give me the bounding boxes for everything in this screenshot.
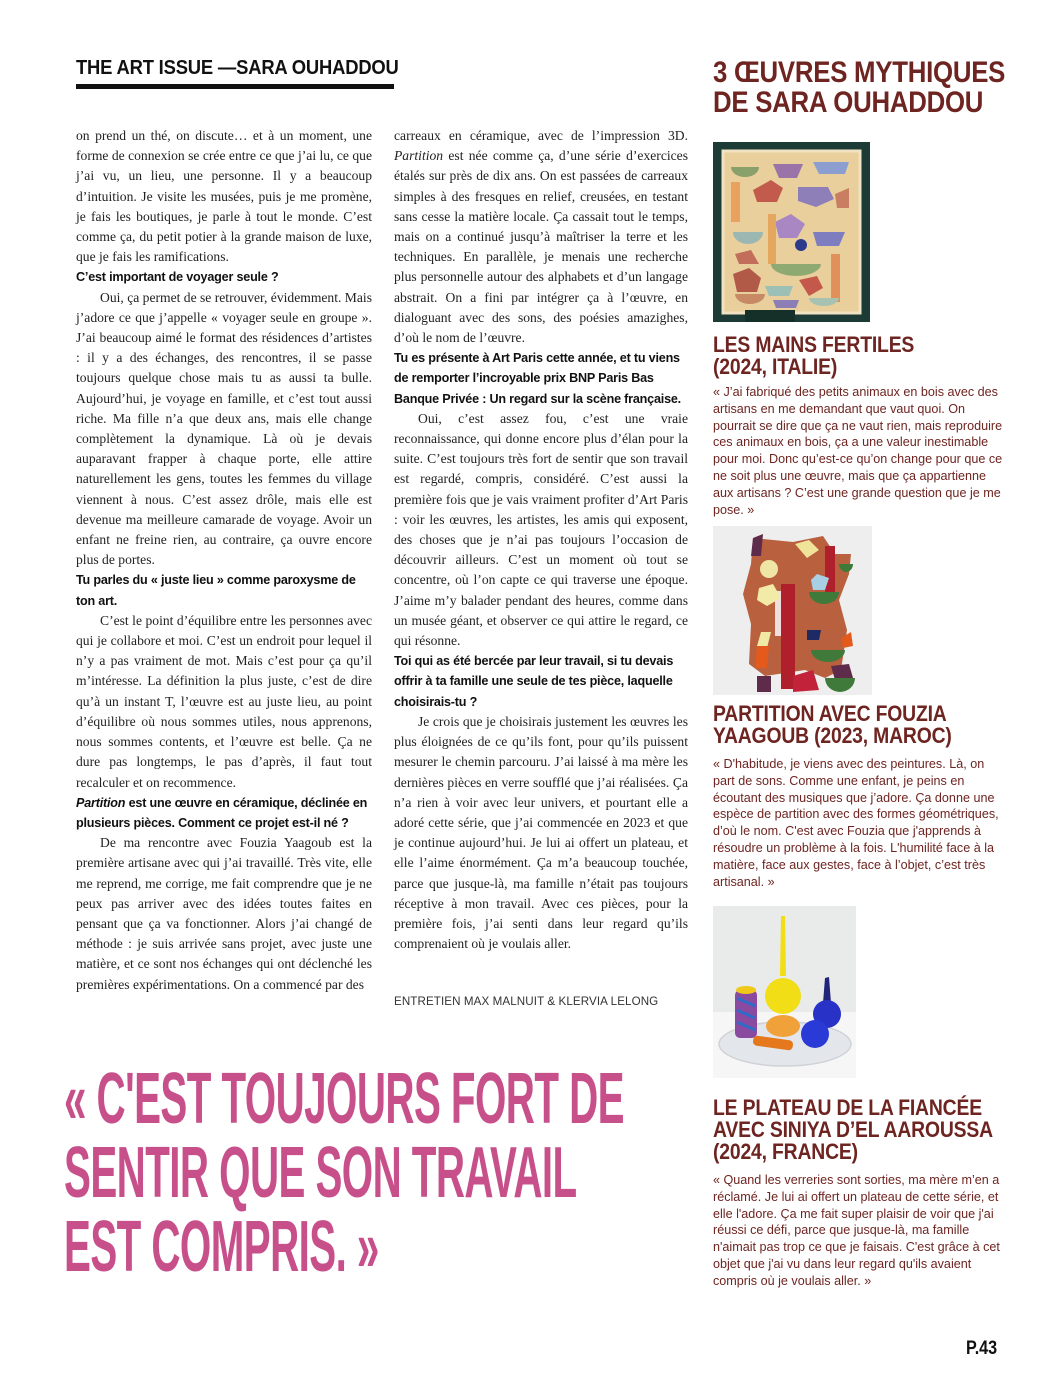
- work-title-line: YAAGOUB (2023, MAROC): [713, 723, 952, 748]
- sidebar-title-line: 3 ŒUVRES MYTHIQUES: [713, 56, 1006, 89]
- artwork-image-le-plateau-de-la-fiancee: [713, 906, 856, 1078]
- question-text: est une œuvre en céramique, déclinée en plusieurs pièces. Comment ce projet est-il né ?: [76, 795, 368, 830]
- header-title: THE ART ISSUE —SARA OUHADDOU: [76, 57, 399, 79]
- running-header: [76, 56, 399, 89]
- paragraph: on prend un thé, on discute… et à un moment, une forme de connexion se crée entre ce que j’ai lu, ce que j’ai vu, un lieu, une personne. Il y a beaucoup d’intuition. Je visite les musées, puis je me promène, je fais les boutiques, je parle à tout le monde. C’est comme ça, du petit potier à la grande maison de luxe, que je fais les ramifications.: [76, 128, 372, 265]
- interview-question: [76, 793, 372, 833]
- interview-question: Tu parles du « juste lieu » comme paroxysme de ton art.: [76, 573, 356, 608]
- work-title-line: PARTITION AVEC FOUZIA: [713, 701, 947, 726]
- question-italic-lead: Partition: [76, 795, 126, 810]
- interview-question: C’est important de voyager seule ?: [76, 270, 279, 285]
- paragraph: [394, 126, 688, 348]
- italic-title: Partition: [394, 148, 444, 164]
- artwork-illustration: [713, 526, 872, 695]
- paragraph: De ma rencontre avec Fouzia Yaagoub est la première artisane avec qui j’ai travaillé. Très vite, elle me reprend, me corrige, me fait comprendre que je ne peux pas arriver avec des idées toutes faites en pensant que ça va fonctionner. Alors j’ai changé de méthode : je suis arrivée sans projet, avec juste une matière, et ce sont nos échanges qui ont déclenché les premières expérimentations. On a commencé par des: [76, 835, 372, 992]
- paragraph: C’est le point d’équilibre entre les personnes avec qui je collabore et moi. C’est un endroit pour lequel il n’y a pas vraiment de mot. Mais c’est pour ça qu’il m’intéresse. La définition la plus juste, c’est de dire qu’à un instant T, l’œuvre est au juste lieu, au point d’équilibre où nous sommes utiles, nous apprenons, nous sommes contents, et l’œuvre est belle. Ça ne dure pas longtemps, le pas d’après, il faut tout recalculer et on recommence.: [76, 612, 372, 790]
- pull-quote-line: « C'EST TOUJOURS FORT DE: [64, 1059, 624, 1139]
- text-span: carreaux en céramique, avec de l’impression 3D.: [394, 128, 688, 143]
- pull-quote: [64, 1059, 624, 1287]
- paragraph: Oui, c’est assez fou, c’est une vraie reconnaissance, qui donne encore plus d’élan pour la suite. C’est toujours très fort de sentir que son travail est regardé, compris, considéré. C’est aussi la première fois que je vais vraiment profiter d’Art Paris : voir les œuvres, les artistes, les amis qui exposent, des choses que je n’ai pas toujours l’occasion de découvrir ailleurs. C’est un moment où tout se concentre, où l’on capte ce qui traverse une époque. J’aime m’y balader pendant des heures, comme dans un musée géant, et observer ce qui attire le regard, ce qui résonne.: [394, 410, 688, 649]
- artwork-illustration: [713, 906, 856, 1078]
- work-quote: « J’ai fabriqué des petits animaux en bois avec des artisans en me demandant que vaut quoi. On pourrait se dire que ça ne vaut rien, mais reproduire ces animaux en bois, ça a une valeur inestimable pour moi. Donc qu’est-ce qu’on change pour que ce ne soit plus une œuvre, mais que ça appartienne aux artisans ? C’est une grande question que je me pose. »: [713, 385, 1003, 517]
- work-entry-1: [713, 334, 1013, 518]
- pull-quote-line: EST COMPRIS. »: [64, 1207, 379, 1287]
- work-title-line: LES MAINS FERTILES: [713, 332, 915, 357]
- interview-credit: ENTRETIEN MAX MALNUIT & KLERVIA LELONG: [394, 995, 659, 1009]
- artwork-illustration: [713, 142, 870, 322]
- page-number: P.43: [966, 1338, 998, 1359]
- work-title-line: (2024, ITALIE): [713, 354, 838, 379]
- paragraph: Je crois que je choisirais justement les œuvres les plus éloignées de ce qu’ils font, pour qu’ils puissent mesurer le chemin parcouru. J’ai laissé à ma mère les dernières pièces en verre soufflé que j’ai réalisées. Ça n’a rien à voir avec leur univers, et pourtant elle a adoré cette série, que j’ai commencée en 2023 et que je continue aujourd’hui. Je lui ai offert un plateau, et elle l’aime énormément. Ça m’a beaucoup touchée, parce que jusque-là, ma famille n’était pas toujours réceptive à mon travail. Avec ces pièces, pour la première fois, j’ai senti dans leur regard qu’ils comprenaient où je voulais aller.: [394, 713, 688, 952]
- interview-question: Tu es présente à Art Paris cette année, et tu viens de remporter l’incroyable prix BNP Paris Bas Banque Privée : Un regard sur la scène française.: [394, 351, 681, 406]
- work-title-line: AVEC SINIYA D’EL AAROUSSA: [713, 1117, 993, 1142]
- work-title-line: LE PLATEAU DE LA FIANCÉE: [713, 1095, 982, 1120]
- sidebar-title-line: DE SARA OUHADDOU: [713, 86, 984, 119]
- text-span: est née comme ça, d’une série d’exercices étalés sur près de dix ans. On est passées de carreaux simples à des fresques en relief, creusées, en testant sans cesse la matière locale. Ça cassait tout le temps, mais on a continué jusqu’à maîtriser la terre et les techniques. En parallèle, je menais une recherche plus personnelle autour des alphabets et d’un langage abstrait. On a fini par intégrer ça à l’œuvre, en dialoguant avec des sons, des poésies amazighes, d’où le nom de l’œuvre.: [394, 148, 688, 346]
- work-title-line: (2024, FRANCE): [713, 1139, 858, 1164]
- interview-question: Toi qui as été bercée par leur travail, si tu devais offrir à ta famille une seule de tes pièce, laquelle choisirais-tu ?: [394, 654, 674, 709]
- pull-quote-line: SENTIR QUE SON TRAVAIL: [64, 1133, 577, 1213]
- work-quote: « Quand les verreries sont sorties, ma mère m’en a réclamé. Je lui ai offert un plateau de cette série, et elle l'adore. Ça me fait super plaisir de voir que j'ai réussi ce défi, parce que jusque-là, ma famille n'aimait pas trop ce que je faisais. C'est grâce à cet objet que j'ai vu dans leur regard qu'ils avaient compris où je voulais aller. »: [713, 1173, 1000, 1288]
- work-entry-2: [713, 703, 1013, 890]
- sidebar-title: [713, 58, 1013, 118]
- artwork-image-partition: [713, 526, 872, 695]
- article-column-2: [394, 126, 688, 1013]
- header-rule: [76, 84, 394, 89]
- work-entry-3: [713, 1097, 1013, 1290]
- work-quote: « D'habitude, je viens avec des peintures. Là, on part de sons. Comme une enfant, je peins en écoutant des musiques que j’adore. Ça donne une espèce de partition avec des formes géométriques, d’où le nom. C'est avec Fouzia que j'apprends à résoudre un problème à la fois. L'humilité face à la matière, face aux gestes, face à l’objet, c’est très artisanal. »: [713, 757, 999, 889]
- artwork-image-les-mains-fertiles: [713, 142, 870, 322]
- article-column-1: [76, 126, 372, 995]
- paragraph: Oui, ça permet de se retrouver, évidemment. Mais j’adore ce que j’appelle « voyager seule en groupe ». J’ai beaucoup aimé le format des résidences d’artistes : il y a des échanges, des rencontres, il se passe toujours quelque chose mais tu as aussi ta bulle. Aujourd’hui, je voyage en famille, et c’est tout aussi riche. Ma fille n’a que deux ans, mais elle change complètement la dynamique. Là où je devais auparavant frapper à chaque porte, elle attire naturellement les gens, toutes les femmes du village viennent à nous. C’est assez drôle, mais elle est devenue ma meilleure camarade de voyage. Avoir un enfant ne freine rien, au contraire, ça ouvre encore plus de portes.: [76, 289, 372, 568]
